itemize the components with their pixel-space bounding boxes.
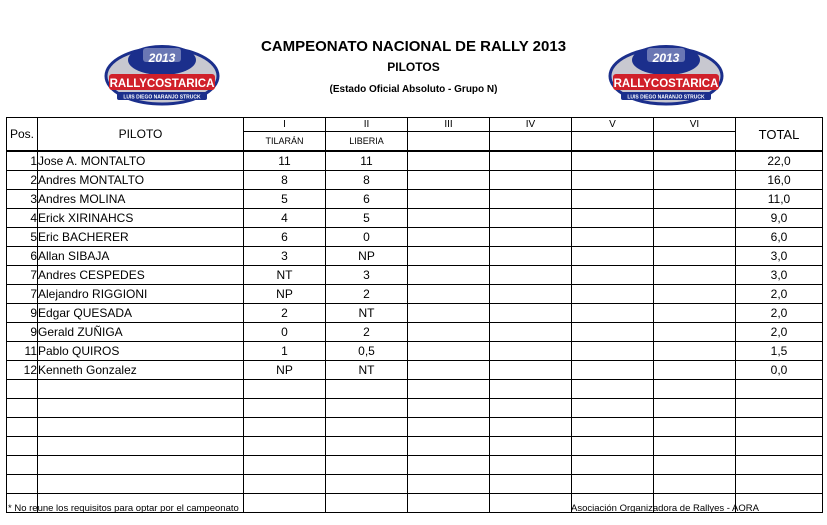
col-header-total: TOTAL: [736, 118, 823, 152]
logo-tagline: LUIS DIEGO NARANJO STRUCK: [123, 94, 201, 101]
row-round-points: [572, 323, 654, 342]
col-header-location: [408, 132, 490, 152]
empty-cell: [408, 399, 490, 418]
row-round-points: [572, 151, 654, 171]
row-round-points: [490, 304, 572, 323]
empty-cell: [490, 475, 572, 494]
row-position: 1: [7, 151, 38, 171]
row-round-points: [490, 342, 572, 361]
row-round-points: 0: [244, 323, 326, 342]
empty-cell: [736, 418, 823, 437]
row-round-points: [572, 171, 654, 190]
empty-row: [7, 475, 823, 494]
row-round-points: [408, 247, 490, 266]
row-round-points: 2: [244, 304, 326, 323]
empty-cell: [7, 475, 38, 494]
row-pilot-name: Edgar QUESADA: [38, 304, 244, 323]
row-round-points: [408, 190, 490, 209]
empty-cell: [736, 475, 823, 494]
row-round-points: [572, 209, 654, 228]
row-round-points: NT: [244, 266, 326, 285]
row-round-points: [490, 209, 572, 228]
table-row: [7, 285, 823, 304]
row-position: 11: [7, 342, 38, 361]
row-position: 5: [7, 228, 38, 247]
empty-cell: [490, 494, 572, 513]
col-header-round: IV: [490, 118, 572, 132]
row-pilot-name: Allan SIBAJA: [38, 247, 244, 266]
row-round-points: NT: [326, 361, 408, 380]
empty-cell: [654, 475, 736, 494]
row-round-points: [572, 361, 654, 380]
row-round-points: [572, 342, 654, 361]
row-round-points: 3: [244, 247, 326, 266]
row-round-points: [490, 266, 572, 285]
row-pilot-name: Erick XIRINAHCS: [38, 209, 244, 228]
row-round-points: [490, 247, 572, 266]
row-round-points: [408, 323, 490, 342]
empty-cell: [7, 399, 38, 418]
col-header-location: LIBERIA: [326, 132, 408, 152]
row-round-points: [654, 247, 736, 266]
row-round-points: [408, 342, 490, 361]
row-pilot-name: Pablo QUIROS: [38, 342, 244, 361]
row-round-points: [408, 266, 490, 285]
standings-body: [7, 151, 823, 513]
col-header-location: [490, 132, 572, 152]
table-row: [7, 323, 823, 342]
status-note: (Estado Oficial Absoluto - Grupo N): [329, 84, 498, 95]
row-round-points: 8: [326, 171, 408, 190]
row-round-points: [572, 247, 654, 266]
row-round-points: [408, 361, 490, 380]
table-row: [7, 228, 823, 247]
empty-cell: [326, 380, 408, 399]
row-round-points: [490, 151, 572, 171]
empty-cell: [654, 399, 736, 418]
row-pilot-name: Andres MOLINA: [38, 190, 244, 209]
page-subtitle: PILOTOS: [387, 60, 440, 74]
col-header-round: V: [572, 118, 654, 132]
col-header-location: [654, 132, 736, 152]
empty-cell: [572, 475, 654, 494]
empty-cell: [654, 380, 736, 399]
empty-cell: [408, 494, 490, 513]
row-round-points: 6: [244, 228, 326, 247]
row-round-points: 5: [244, 190, 326, 209]
row-round-points: NP: [244, 361, 326, 380]
footnote: * No reune los requisitos para optar por el campeonato: [8, 503, 239, 514]
empty-cell: [490, 380, 572, 399]
row-round-points: [490, 190, 572, 209]
empty-cell: [490, 437, 572, 456]
row-round-points: [654, 304, 736, 323]
row-round-points: [490, 228, 572, 247]
empty-cell: [38, 418, 244, 437]
empty-cell: [38, 380, 244, 399]
rally-logo-right: [607, 40, 725, 106]
table-row: [7, 266, 823, 285]
row-round-points: 0,5: [326, 342, 408, 361]
row-total: 22,0: [736, 151, 823, 171]
row-round-points: [572, 228, 654, 247]
empty-cell: [7, 380, 38, 399]
row-total: 9,0: [736, 209, 823, 228]
row-total: 3,0: [736, 266, 823, 285]
empty-cell: [7, 456, 38, 475]
table-row: [7, 304, 823, 323]
empty-cell: [408, 418, 490, 437]
empty-cell: [654, 456, 736, 475]
empty-cell: [244, 380, 326, 399]
empty-cell: [408, 475, 490, 494]
row-round-points: NP: [326, 247, 408, 266]
organization-name: Asociación Organizadora de Rallyes - AORA: [571, 503, 759, 514]
empty-cell: [490, 399, 572, 418]
empty-cell: [38, 437, 244, 456]
row-round-points: [490, 171, 572, 190]
empty-cell: [326, 399, 408, 418]
row-pilot-name: Andres MONTALTO: [38, 171, 244, 190]
empty-cell: [654, 418, 736, 437]
empty-cell: [736, 380, 823, 399]
table-row: [7, 361, 823, 380]
logo-brand: RALLYCOSTARICA: [109, 78, 215, 90]
col-header-pos: Pos.: [7, 118, 38, 152]
row-round-points: [654, 361, 736, 380]
empty-cell: [572, 418, 654, 437]
table-row: [7, 190, 823, 209]
row-round-points: 2: [326, 285, 408, 304]
row-round-points: [654, 323, 736, 342]
empty-cell: [244, 437, 326, 456]
empty-cell: [408, 437, 490, 456]
col-header-round: III: [408, 118, 490, 132]
logo-brand: RALLYCOSTARICA: [613, 78, 719, 90]
row-round-points: 1: [244, 342, 326, 361]
row-round-points: [654, 190, 736, 209]
logo-year: 2013: [652, 51, 680, 65]
row-pilot-name: Eric BACHERER: [38, 228, 244, 247]
empty-cell: [572, 399, 654, 418]
row-round-points: 0: [326, 228, 408, 247]
row-round-points: [408, 209, 490, 228]
logo-tagline: LUIS DIEGO NARANJO STRUCK: [627, 94, 705, 101]
empty-cell: [244, 475, 326, 494]
row-total: 0,0: [736, 361, 823, 380]
empty-row: [7, 380, 823, 399]
row-position: 2: [7, 171, 38, 190]
empty-cell: [408, 456, 490, 475]
row-round-points: [408, 304, 490, 323]
empty-cell: [244, 456, 326, 475]
row-round-points: [654, 151, 736, 171]
row-round-points: [654, 342, 736, 361]
row-round-points: 5: [326, 209, 408, 228]
row-round-points: 6: [326, 190, 408, 209]
row-round-points: [654, 285, 736, 304]
row-position: 12: [7, 361, 38, 380]
col-header-round: II: [326, 118, 408, 132]
row-pilot-name: Jose A. MONTALTO: [38, 151, 244, 171]
empty-cell: [572, 380, 654, 399]
header: [0, 0, 827, 115]
empty-cell: [572, 456, 654, 475]
row-round-points: [408, 285, 490, 304]
table-row: [7, 209, 823, 228]
row-round-points: [654, 266, 736, 285]
row-round-points: [572, 266, 654, 285]
row-position: 7: [7, 266, 38, 285]
empty-cell: [408, 380, 490, 399]
row-total: 2,0: [736, 304, 823, 323]
row-position: 3: [7, 190, 38, 209]
col-header-piloto: PILOTO: [38, 118, 244, 152]
row-round-points: 4: [244, 209, 326, 228]
empty-cell: [326, 418, 408, 437]
empty-cell: [736, 399, 823, 418]
row-round-points: [572, 304, 654, 323]
row-round-points: [654, 228, 736, 247]
row-position: 9: [7, 304, 38, 323]
empty-cell: [326, 456, 408, 475]
row-round-points: NP: [244, 285, 326, 304]
row-pilot-name: Alejandro RIGGIONI: [38, 285, 244, 304]
row-round-points: 11: [326, 151, 408, 171]
row-round-points: 2: [326, 323, 408, 342]
empty-cell: [654, 437, 736, 456]
empty-cell: [736, 437, 823, 456]
row-total: 16,0: [736, 171, 823, 190]
row-total: 2,0: [736, 285, 823, 304]
row-total: 11,0: [736, 190, 823, 209]
row-round-points: [654, 209, 736, 228]
row-total: 3,0: [736, 247, 823, 266]
empty-cell: [7, 418, 38, 437]
col-header-round: I: [244, 118, 326, 132]
row-round-points: 8: [244, 171, 326, 190]
table-row: [7, 342, 823, 361]
page-title: CAMPEONATO NACIONAL DE RALLY 2013: [260, 38, 567, 55]
row-total: 1,5: [736, 342, 823, 361]
table-row: [7, 247, 823, 266]
row-round-points: [654, 171, 736, 190]
empty-cell: [572, 437, 654, 456]
row-round-points: [408, 228, 490, 247]
empty-cell: [326, 437, 408, 456]
row-round-points: 11: [244, 151, 326, 171]
row-round-points: [572, 285, 654, 304]
row-round-points: [408, 151, 490, 171]
empty-row: [7, 399, 823, 418]
empty-cell: [736, 456, 823, 475]
row-position: 4: [7, 209, 38, 228]
row-pilot-name: Kenneth Gonzalez: [38, 361, 244, 380]
empty-cell: [244, 494, 326, 513]
empty-cell: [7, 437, 38, 456]
table-row: [7, 151, 823, 171]
row-round-points: [572, 190, 654, 209]
empty-cell: [326, 475, 408, 494]
empty-cell: [38, 399, 244, 418]
row-position: 6: [7, 247, 38, 266]
col-header-round: VI: [654, 118, 736, 132]
row-total: 2,0: [736, 323, 823, 342]
empty-cell: [244, 399, 326, 418]
row-position: 7: [7, 285, 38, 304]
row-round-points: 3: [326, 266, 408, 285]
row-round-points: [408, 171, 490, 190]
row-round-points: [490, 285, 572, 304]
logo-year: 2013: [148, 51, 176, 65]
empty-row: [7, 437, 823, 456]
empty-cell: [490, 418, 572, 437]
col-header-location: [572, 132, 654, 152]
row-position: 9: [7, 323, 38, 342]
empty-cell: [38, 475, 244, 494]
rally-logo-icon: [607, 40, 725, 106]
row-round-points: [490, 323, 572, 342]
empty-cell: [326, 494, 408, 513]
row-round-points: [490, 361, 572, 380]
empty-row: [7, 418, 823, 437]
row-pilot-name: Andres CESPEDES: [38, 266, 244, 285]
empty-row: [7, 456, 823, 475]
empty-cell: [490, 456, 572, 475]
table-row: [7, 171, 823, 190]
col-header-location: TILARÁN: [244, 132, 326, 152]
row-total: 6,0: [736, 228, 823, 247]
empty-cell: [38, 456, 244, 475]
row-round-points: NT: [326, 304, 408, 323]
row-pilot-name: Gerald ZUÑIGA: [38, 323, 244, 342]
empty-cell: [244, 418, 326, 437]
standings-table: [6, 117, 823, 513]
